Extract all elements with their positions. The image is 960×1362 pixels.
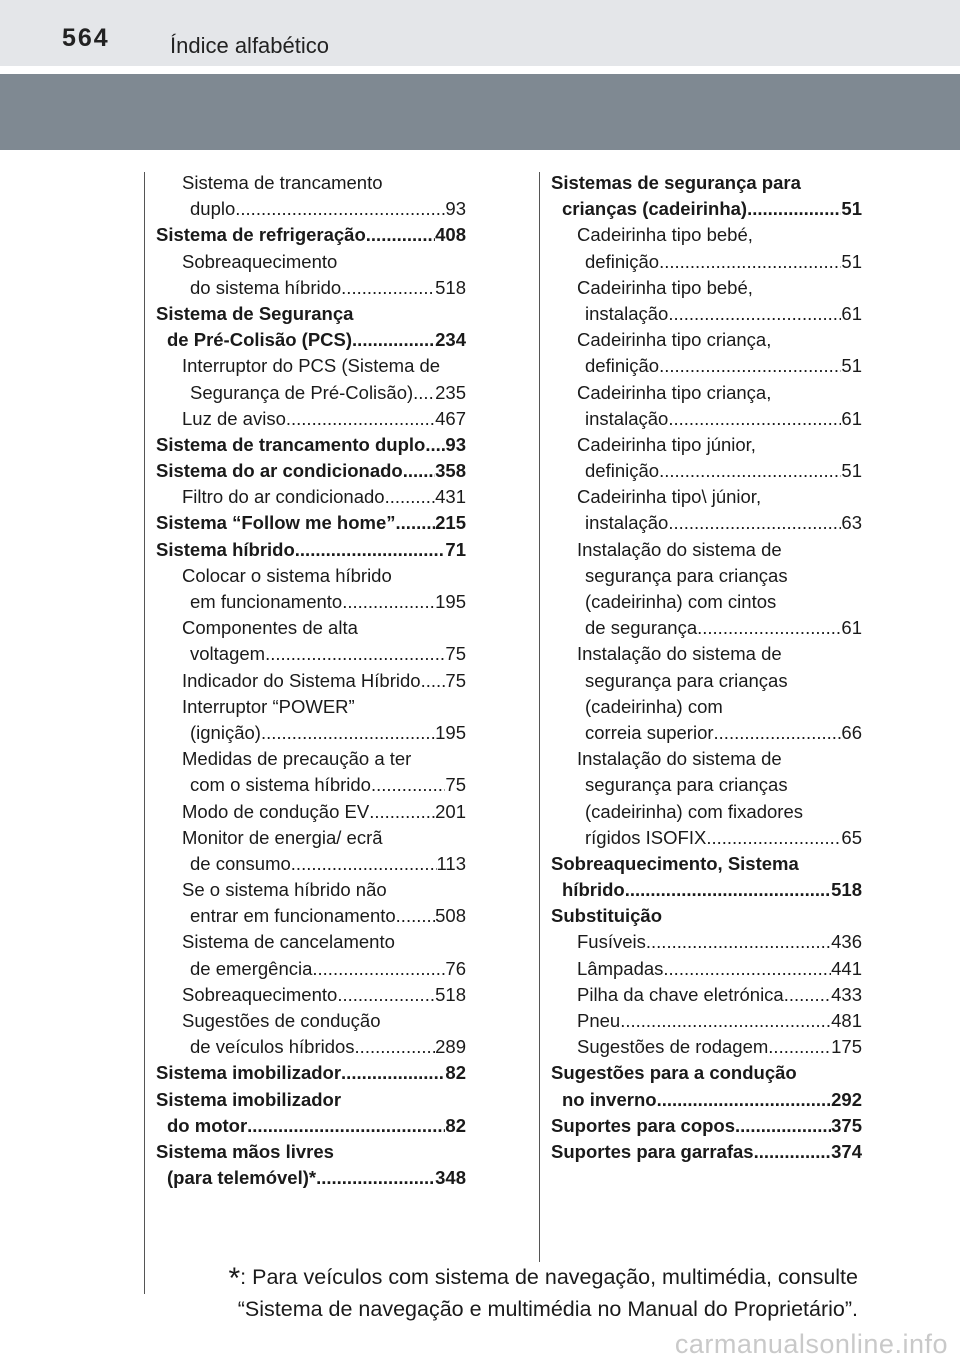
dot-leader [768, 1034, 831, 1060]
page-reference: 467 [435, 407, 466, 429]
page-reference: 431 [435, 486, 466, 508]
entry-label: voltagem [190, 643, 266, 665]
entry-label: definição [585, 460, 660, 482]
entry-label: definição [585, 355, 660, 377]
index-entry [551, 301, 862, 327]
index-heading: (cadeirinha) com [585, 695, 723, 717]
page-reference: 51 [841, 198, 862, 220]
index-heading: Colocar o sistema híbrido [182, 564, 392, 586]
entry-label: Filtro do ar condicionado [182, 486, 385, 508]
center-column-rule [539, 172, 540, 1262]
index-heading: segurança para crianças [585, 774, 788, 796]
entry-label: Sistema do ar condicionado [156, 460, 403, 482]
entry-label: Modo de condução EV [182, 800, 370, 822]
page-reference: 441 [831, 957, 862, 979]
index-entry [156, 1060, 466, 1086]
entry-label: Sugestões de rodagem [577, 1036, 769, 1058]
index-entry [551, 1139, 862, 1165]
index-entry [156, 956, 466, 982]
page-reference: 61 [841, 302, 862, 324]
index-column-right [551, 170, 862, 1165]
dot-leader [646, 929, 831, 955]
dot-leader [659, 353, 841, 379]
dot-leader [735, 1113, 831, 1139]
page-reference: 61 [841, 407, 862, 429]
index-heading: segurança para crianças [585, 564, 788, 586]
page-reference: 375 [831, 1114, 862, 1136]
index-entry [156, 222, 466, 248]
entry-label: Sistema imobilizador [156, 1062, 342, 1084]
page-reference: 508 [435, 905, 466, 927]
index-heading: Cadeirinha tipo\ júnior, [577, 486, 762, 508]
index-heading: Instalação do sistema de [577, 748, 782, 770]
dot-leader [747, 196, 841, 222]
entry-label: Lâmpadas [577, 957, 664, 979]
index-entry [156, 668, 466, 694]
index-entry [156, 406, 466, 432]
index-entry [156, 589, 466, 615]
dot-leader [625, 877, 831, 903]
page-reference: 235 [435, 381, 466, 403]
entry-label: (ignição) [190, 721, 261, 743]
page-reference: 71 [445, 538, 466, 560]
index-entry [551, 929, 862, 955]
index-heading: Sistema imobilizador [156, 1088, 342, 1110]
entry-label: do motor [167, 1114, 248, 1136]
index-entry [551, 1034, 862, 1060]
dot-leader [265, 641, 445, 667]
dot-leader [341, 275, 435, 301]
entry-label: Indicador do Sistema Híbrido [182, 669, 421, 691]
page-reference: 75 [445, 643, 466, 665]
index-heading: Sugestões para a condução [551, 1062, 797, 1084]
index-entry [156, 458, 466, 484]
index-entry [551, 406, 862, 432]
dot-leader [371, 772, 445, 798]
index-entry [156, 982, 466, 1008]
index-entry [156, 484, 466, 510]
index-entry [156, 196, 466, 222]
index-entry [551, 877, 862, 903]
dot-leader [396, 903, 435, 929]
index-heading: (cadeirinha) com cintos [585, 591, 777, 612]
page-reference: 292 [831, 1088, 862, 1110]
page-reference: 215 [435, 512, 466, 534]
entry-label: no inverno [562, 1088, 657, 1110]
section-title: Índice alfabético [170, 33, 329, 58]
dot-leader [403, 458, 435, 484]
dot-leader [341, 1060, 445, 1086]
entry-label: Suportes para garrafas [551, 1140, 754, 1162]
entry-label: instalação [585, 407, 669, 429]
index-heading: Cadeirinha tipo bebé, [577, 224, 753, 246]
dot-leader [385, 484, 436, 510]
index-entry [551, 615, 862, 641]
page-reference: 65 [841, 826, 862, 848]
entry-label: Sistema de trancamento duplo [156, 433, 426, 455]
dot-leader [355, 1034, 436, 1060]
dot-leader [413, 380, 435, 406]
entry-label: Sobreaquecimento [182, 983, 338, 1005]
index-entry [551, 1113, 862, 1139]
index-heading: Substituição [551, 905, 663, 927]
dot-leader [235, 196, 445, 222]
index-entry [156, 903, 466, 929]
entry-label: em funcionamento [190, 591, 343, 612]
index-heading: Sobreaquecimento, Sistema [551, 852, 799, 874]
index-heading: Se o sistema híbrido não [182, 879, 387, 901]
page-reference: 518 [435, 983, 466, 1005]
index-entry [156, 772, 466, 798]
entry-label: Luz de aviso [182, 407, 286, 429]
page-reference: 113 [436, 852, 466, 874]
dot-leader [668, 510, 841, 536]
entry-label: correia superior [585, 721, 714, 743]
index-heading: (cadeirinha) com fixadores [585, 800, 803, 822]
entry-label: crianças (cadeirinha) [562, 198, 748, 220]
page-reference: 51 [841, 355, 862, 377]
page-number: 564 [62, 24, 110, 52]
dot-leader [369, 799, 435, 825]
page-reference: 436 [831, 931, 862, 953]
dot-leader [312, 956, 445, 982]
index-entry [156, 720, 466, 746]
footnote-marker: * [228, 1262, 241, 1295]
index-entry [551, 825, 862, 851]
entry-label: de consumo [190, 852, 291, 874]
dot-leader [261, 720, 435, 746]
dot-leader [337, 982, 435, 1008]
entry-label: de segurança [585, 617, 698, 639]
index-entry [551, 956, 862, 982]
page-header [0, 0, 960, 66]
dot-leader [247, 1113, 445, 1139]
dot-leader [754, 1139, 832, 1165]
index-entry [156, 1034, 466, 1060]
page-reference: 51 [841, 250, 862, 272]
index-heading: Instalação do sistema de [577, 643, 782, 665]
index-entry [551, 196, 862, 222]
index-heading: Cadeirinha tipo criança, [577, 329, 772, 351]
index-heading: Monitor de energia/ ecrã [182, 826, 383, 848]
dot-leader [714, 720, 842, 746]
dot-leader [286, 406, 435, 432]
index-heading: Interruptor do PCS (Sistema de [182, 355, 441, 377]
index-entry [551, 510, 862, 536]
dot-leader [342, 589, 435, 615]
page-reference: 76 [445, 957, 466, 979]
page-reference: 82 [445, 1062, 466, 1084]
page-reference: 75 [445, 774, 466, 796]
page-reference: 358 [435, 460, 466, 482]
entry-label: entrar em funcionamento [190, 905, 396, 927]
dot-leader [396, 510, 436, 536]
index-entry [551, 249, 862, 275]
index-heading: Instalação do sistema de [577, 538, 782, 560]
dot-leader [425, 432, 445, 458]
entry-label: híbrido [562, 879, 625, 901]
dot-leader [291, 851, 437, 877]
entry-label: Fusíveis [577, 931, 646, 953]
page-reference: 518 [435, 276, 466, 298]
dot-leader [421, 668, 446, 694]
index-heading: Medidas de precaução a ter [182, 748, 412, 770]
entry-label: Pneu [577, 1010, 621, 1031]
index-heading: Sugestões de condução [182, 1010, 381, 1031]
index-entry [156, 275, 466, 301]
index-heading: Sobreaquecimento [182, 250, 338, 272]
index-entry [156, 1113, 466, 1139]
dot-leader [316, 1165, 435, 1191]
entry-label: de veículos híbridos [190, 1036, 355, 1058]
index-column-left [156, 170, 466, 1191]
dot-leader [659, 249, 841, 275]
entry-label: Sistema de refrigeração [156, 224, 366, 246]
index-entry [551, 353, 862, 379]
page-reference: 51 [841, 460, 862, 482]
index-entry [551, 982, 862, 1008]
entry-label: Suportes para copos [551, 1114, 736, 1136]
dot-leader [668, 301, 841, 327]
entry-label: com o sistema híbrido [190, 774, 371, 796]
entry-label: Pilha da chave eletrónica [577, 983, 784, 1005]
index-heading: Sistema de trancamento [182, 172, 383, 193]
dot-leader [706, 825, 841, 851]
entry-label: duplo [190, 198, 236, 220]
index-entry [156, 1165, 466, 1191]
page-reference: 408 [435, 224, 466, 246]
page-reference: 195 [435, 721, 466, 743]
dot-leader [295, 537, 446, 563]
index-heading: Sistemas de segurança para [551, 172, 801, 193]
index-entry [156, 432, 466, 458]
page-reference: 175 [831, 1036, 862, 1058]
index-heading: Componentes de alta [182, 617, 358, 639]
page-reference: 63 [841, 512, 862, 534]
page-reference: 234 [435, 329, 466, 351]
dot-leader [657, 1087, 832, 1113]
entry-label: rígidos ISOFIX [585, 826, 707, 848]
dot-leader [366, 222, 435, 248]
page-reference: 433 [831, 983, 862, 1005]
entry-label: Sistema híbrido [156, 538, 295, 560]
entry-label: (para telemóvel)* [167, 1167, 317, 1189]
index-heading: Sistema mãos livres [156, 1140, 334, 1162]
header-band [0, 74, 960, 150]
dot-leader [620, 1008, 831, 1034]
entry-label: do sistema híbrido [190, 276, 342, 298]
page-reference: 93 [445, 198, 466, 220]
watermark: carmanualsonline.info [674, 1329, 948, 1359]
entry-label: instalação [585, 302, 669, 324]
entry-label: Sistema “Follow me home” [156, 512, 396, 534]
page-reference: 61 [841, 617, 862, 639]
index-heading: Sistema de cancelamento [182, 931, 395, 953]
dot-leader [659, 458, 841, 484]
entry-label: de Pré-Colisão (PCS) [167, 329, 353, 351]
index-entry [551, 1087, 862, 1113]
left-column-rule [144, 172, 145, 1294]
index-entry [551, 458, 862, 484]
index-entry [156, 851, 466, 877]
index-entry [156, 327, 466, 353]
footnote-line-1: *: Para veículos com sistema de navegação, multimédia, consulte [228, 1262, 858, 1295]
index-entry [551, 1008, 862, 1034]
index-entry [156, 799, 466, 825]
index-heading: Cadeirinha tipo júnior, [577, 433, 756, 455]
index-heading: Sistema de Segurança [156, 302, 354, 324]
index-heading: Cadeirinha tipo criança, [577, 381, 772, 403]
entry-label: instalação [585, 512, 669, 534]
page-reference: 289 [435, 1036, 466, 1058]
index-heading: Interruptor “POWER” [182, 695, 355, 717]
footnote-line-2: “Sistema de navegação e multimédia no Manual do Proprietário”. [237, 1297, 858, 1321]
index-heading: segurança para crianças [585, 669, 788, 691]
index-heading: Cadeirinha tipo bebé, [577, 276, 753, 298]
page-reference: 75 [445, 669, 466, 691]
index-entry [551, 720, 862, 746]
page-reference: 481 [831, 1010, 862, 1031]
index-entry [156, 510, 466, 536]
index-entry [156, 537, 466, 563]
dot-leader [663, 956, 831, 982]
page-reference: 82 [445, 1114, 466, 1136]
entry-label: definição [585, 250, 660, 272]
page-reference: 66 [841, 721, 862, 743]
page-reference: 374 [831, 1140, 862, 1162]
dot-leader [352, 327, 435, 353]
dot-leader [784, 982, 831, 1008]
index-entry [156, 380, 466, 406]
dot-leader [668, 406, 841, 432]
page-reference: 348 [435, 1167, 466, 1189]
page-reference: 93 [445, 433, 466, 455]
page-reference: 518 [831, 879, 862, 901]
dot-leader [697, 615, 841, 641]
entry-label: de emergência [190, 957, 313, 979]
entry-label: Segurança de Pré-Colisão) [190, 381, 414, 403]
index-entry [156, 641, 466, 667]
footnote [228, 1262, 858, 1324]
page-reference: 201 [435, 800, 466, 822]
page-reference: 195 [435, 591, 466, 612]
